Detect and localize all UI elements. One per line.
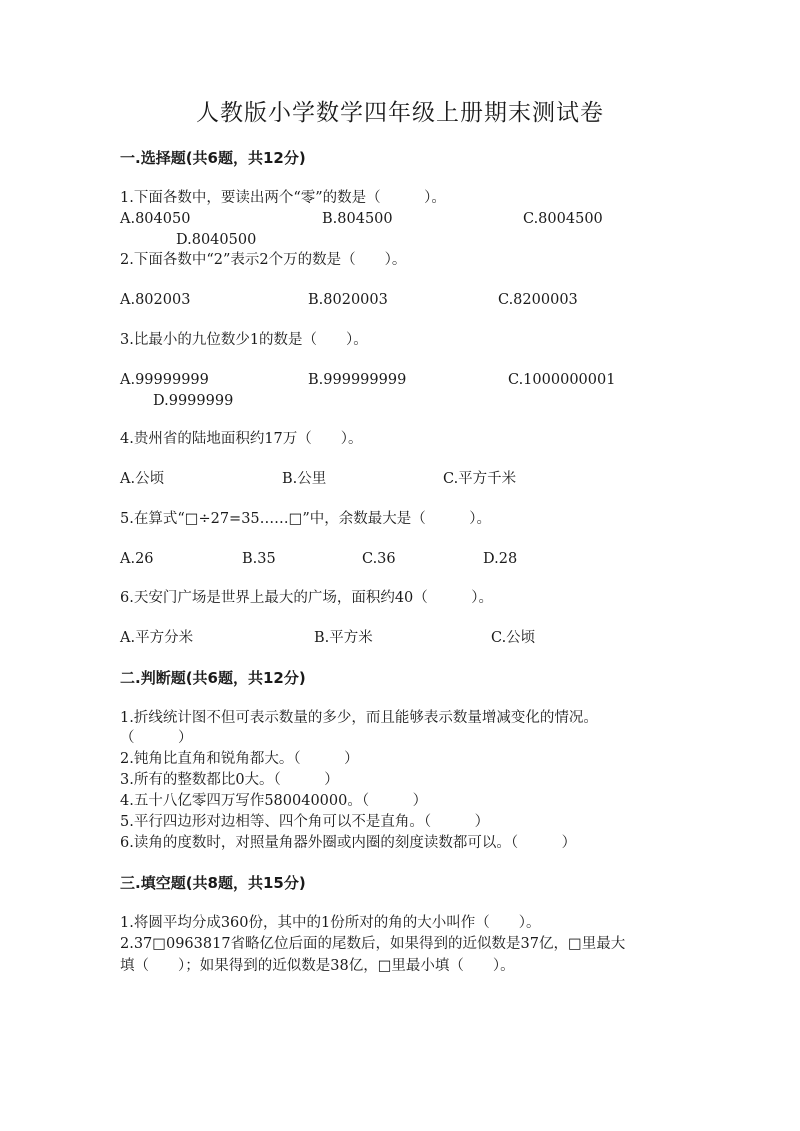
option: A.804050: [120, 211, 191, 227]
option: B.804500: [322, 211, 393, 227]
fill-line: 2.37□0963817省略亿位后面的尾数后，如果得到的近似数是37亿，□里最大: [120, 936, 626, 952]
fill-line: 1.将圆平均分成360份，其中的1份所对的角的大小叫作（ ）。: [120, 915, 541, 931]
option: C.8200003: [498, 292, 578, 308]
option: D.8040500: [176, 232, 257, 248]
option: A.平方分米: [120, 630, 194, 646]
option: A.26: [120, 551, 154, 567]
statement-line: 6.读角的度数时，对照量角器外圈或内圈的刻度读数都可以。（ ）: [120, 835, 577, 851]
option: B.平方米: [314, 630, 373, 646]
option: D.28: [483, 551, 518, 567]
option: A.99999999: [120, 372, 209, 388]
option: C.8004500: [523, 211, 603, 227]
question-stem: 5.在算式“□÷27=35……□”中，余数最大是（ ）。: [120, 511, 492, 527]
statement-line: 1.折线统计图不但可表示数量的多少，而且能够表示数量增减变化的情况。: [120, 710, 598, 726]
question-stem: 2.下面各数中“2”表示2个万的数是（ ）。: [120, 252, 407, 268]
question-stem: 4.贵州省的陆地面积约17万（ ）。: [120, 431, 363, 447]
section-heading: 三.填空题(共8题，共15分): [120, 874, 306, 892]
option: A.公顷: [120, 471, 165, 487]
option: B.8020003: [308, 292, 388, 308]
option: C.1000000001: [508, 372, 616, 388]
option: C.平方千米: [443, 471, 517, 487]
statement-line: 2.钝角比直角和锐角都大。（ ）: [120, 751, 359, 767]
option: A.802003: [120, 292, 191, 308]
question-stem: 1.下面各数中，要读出两个“零”的数是（ ）。: [120, 190, 446, 206]
option: D.9999999: [153, 393, 234, 409]
option: C.公顷: [491, 630, 536, 646]
statement-line: 4.五十八亿零四万写作580040000。（ ）: [120, 793, 428, 809]
option: B.35: [242, 551, 276, 567]
option: B.公里: [282, 471, 327, 487]
section-heading: 二.判断题(共6题，共12分): [120, 669, 306, 687]
question-stem: 6.天安门广场是世界上最大的广场，面积约40（ ）。: [120, 590, 494, 606]
page-title: 人教版小学数学四年级上册期末测试卷: [196, 100, 604, 126]
section-heading: 一.选择题(共6题，共12分): [120, 149, 306, 167]
fill-line: 填（ ）；如果得到的近似数是38亿，□里最小填（ ）。: [120, 958, 515, 974]
question-stem: 3.比最小的九位数少1的数是（ ）。: [120, 332, 368, 348]
statement-line: 3.所有的整数都比0大。（ ）: [120, 772, 339, 788]
statement-line: 5.平行四边形对边相等、四个角可以不是直角。（ ）: [120, 814, 490, 830]
statement-line: （ ）: [120, 730, 193, 746]
option: C.36: [362, 551, 396, 567]
option: B.999999999: [308, 372, 407, 388]
